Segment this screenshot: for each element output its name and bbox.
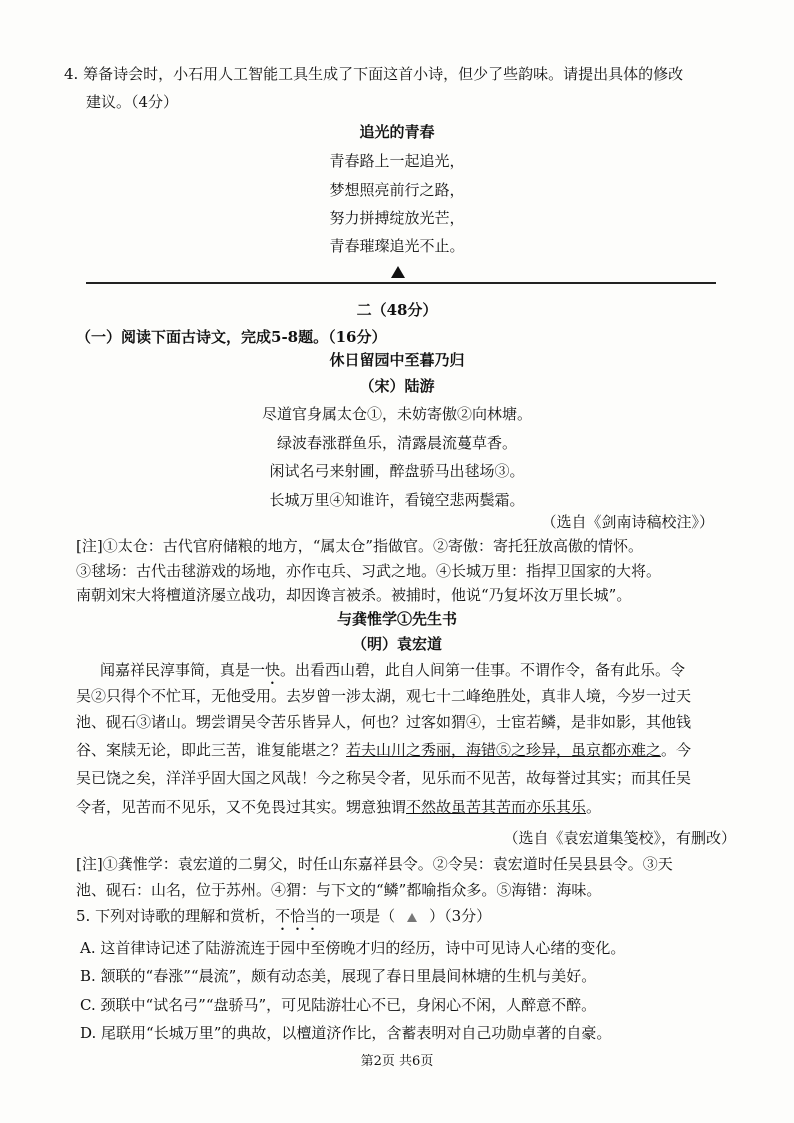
letter-text: 吴已饶之矣，洋洋乎固大国之风哉！今之称吴令者，见乐而不见苦，故每誉过其实；而其任吴 [76, 769, 692, 787]
poem2-source: （选自《剑南诗稿校注》） [541, 513, 714, 531]
letter-text: 吴②只得个不忙耳，无他受用。去岁曾一涉太湖，观七十二峰绝胜处，真非人境，今岁一过天 [76, 687, 692, 705]
page-footer: 第2页 共6页 [360, 1054, 434, 1069]
poem2-line: 绿波春涨群鱼乐，清露晨流蔓草香。 [276, 434, 517, 452]
letter-row [100, 660, 685, 688]
q5-option-b: B. 颔联的“春涨”“晨流”，颇有动态美，展现了春日里晨间林塘的生机与美好。 [80, 967, 597, 985]
q5-stem-emphasis: 不恰当 [275, 907, 321, 925]
letter-title: 与龚惟学①先生书 [336, 610, 457, 628]
poem2-title: 休日留园中至暮乃归 [329, 351, 465, 369]
q5-option-d: D. 尾联用“长城万里”的典故，以檀道济作比，含蓄表明对自己功勋卓著的自豪。 [80, 1024, 612, 1042]
letter-row [76, 740, 691, 760]
poem-line: 青春璀璨追光不止。 [329, 237, 465, 255]
letter-author: （明）袁宏道 [351, 635, 442, 653]
answer-blank-icon [407, 913, 417, 922]
q5-stem-pre: 5. 下列对诗歌的理解和赏析， [76, 907, 276, 925]
underlined-sentence: 若夫山川之秀丽，海错⑤之珍异，虽京都亦难之 [346, 741, 662, 759]
q5-option-a: A. 这首律诗记述了陆游流连于园中至傍晚才归的经历，诗中可见诗人心绪的变化。 [80, 939, 626, 957]
poem2-author: （宋）陆游 [359, 377, 435, 395]
poem-line: 努力拼搏绽放光芒， [329, 209, 465, 227]
poem2-note: ③毬场：古代击毬游戏的场地，亦作屯兵、习武之地。④长城万里：指捍卫国家的大将。 [76, 562, 662, 580]
poem-line: 青春路上一起追光， [329, 152, 465, 170]
letter-text: 闻嘉祥民淳事简，真是一 [100, 661, 266, 679]
poem-title: 追光的青春 [359, 123, 435, 141]
letter-row [76, 797, 601, 817]
q5-stem-post: 的一项是（ [320, 907, 396, 925]
poem2-note: [注]①太仓：古代官府储粮的地方，“属太仓”指做官。②寄傲：寄托狂放高傲的情怀。 [76, 537, 644, 555]
poem2-line: 长城万里④知谁许，看镜空悲两鬓霜。 [269, 491, 525, 509]
part-1-intro: （一）阅读下面古诗文，完成5-8题。（16分） [76, 328, 387, 346]
letter-text: 令者，见苦而不见乐，又不免畏过其实。甥意独谓 [76, 798, 407, 816]
q5-option-c: C. 颈联中“试名弓”“盘骄马”，可见陆游壮心不已，身闲心不闲，人醉意不醉。 [80, 996, 597, 1014]
emphasis-char: 快 [265, 661, 281, 679]
letter-row [76, 686, 691, 706]
answer-triangle-icon [391, 266, 405, 278]
question-4-stem-cont: 建议。（4分） [86, 93, 179, 111]
letter-text: 谷、案牍无论，即此三苦，谁复能堪之？ [76, 741, 347, 759]
letter-text: 。 [586, 798, 602, 816]
poem2-line: 闲试名弓来射圃，醉盘骄马出毬场③。 [269, 462, 525, 480]
q5-stem-end: ）（3分） [429, 907, 492, 925]
letter-text: 。出看西山碧，此自人间第一佳事。不谓作令，备有此乐。令 [280, 661, 686, 679]
poem2-line: 尽道官身属太仓①，未妨寄傲②向林塘。 [261, 405, 532, 423]
letter-text: 。今 [661, 741, 692, 759]
letter-row [76, 712, 691, 732]
poem2-note: 南朝刘宋大将檀道济屡立战功，却因谗言被杀。被捕时，他说“乃复坏汝万里长城”。 [76, 586, 632, 604]
section-2-heading: 二（48分） [356, 301, 438, 319]
section-divider [86, 282, 716, 284]
letter-source: （选自《袁宏道集笺校》，有删改） [503, 829, 736, 847]
letter-row [76, 768, 691, 788]
letter-text: 池、砚石③诸山。甥尝谓吴令苦乐皆异人，何也？过客如猬④，士宦若鳞，是非如影，其他钱 [76, 713, 692, 731]
letter-note: [注]①龚惟学：袁宏道的二舅父，时任山东嘉祥县令。②令吴：袁宏道时任吴县县令。③天 [76, 855, 673, 873]
underlined-sentence: 不然故虽苦其苦而亦乐其乐 [406, 798, 587, 816]
letter-note: 池、砚石：山名，位于苏州。④猬：与下文的“鳞”都喻指众多。⑤海错：海味。 [76, 881, 602, 899]
question-4-stem: 4. 筹备诗会时，小石用人工智能工具生成了下面这首小诗，但少了些韵味。请提出具体的修改 [64, 65, 684, 83]
question-5-stem [76, 906, 491, 934]
poem-line: 梦想照亮前行之路， [329, 181, 465, 199]
